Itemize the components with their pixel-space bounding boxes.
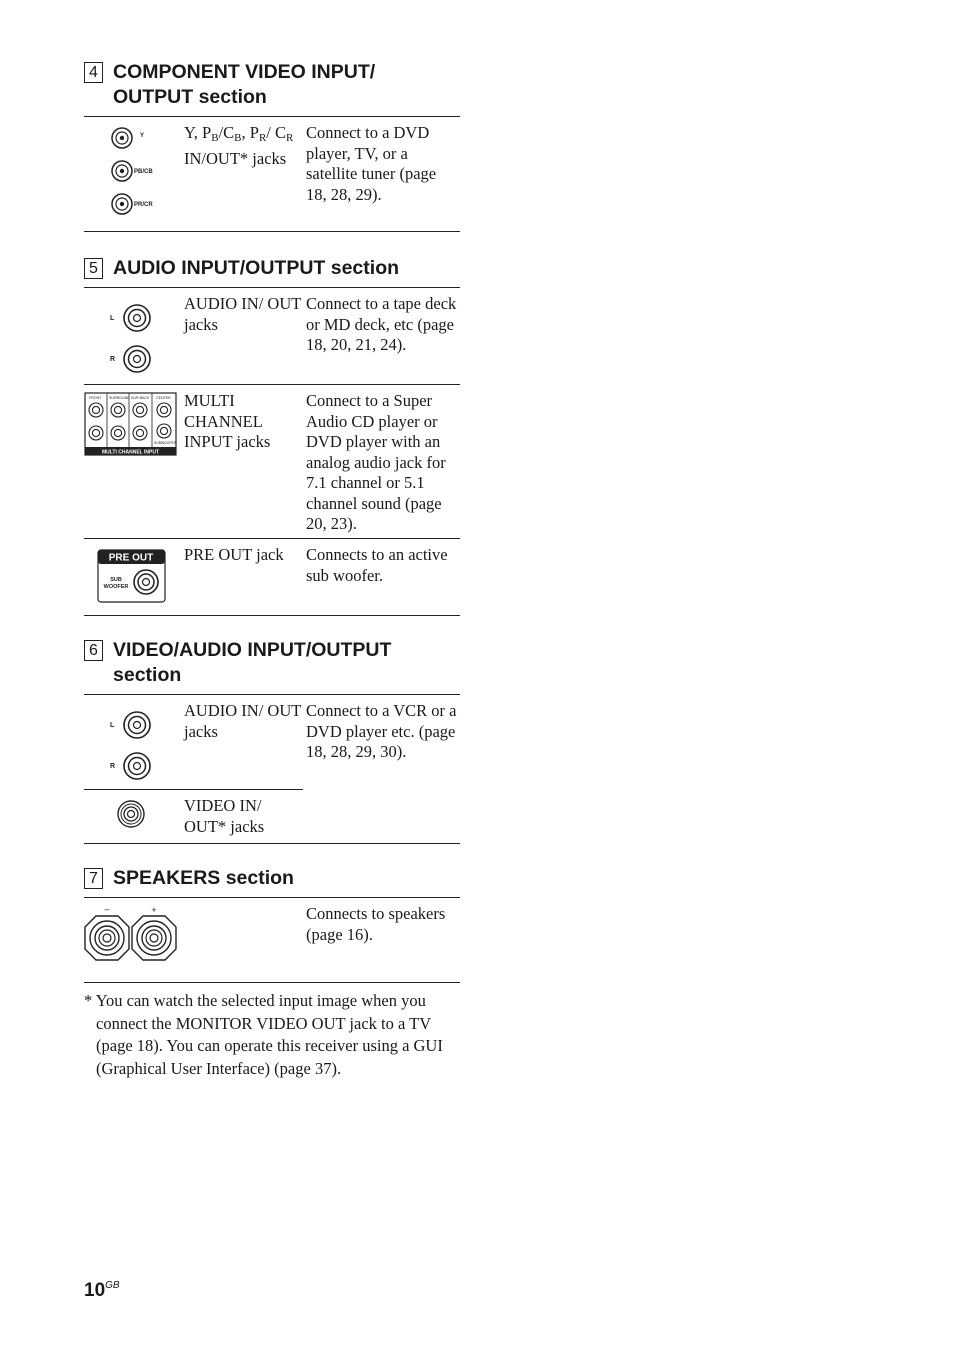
video-in-out-description (306, 790, 460, 843)
footnote: * You can watch the selected input image when you connect the MONITOR VIDEO OUT jack to a TV (page 18). You can operate this receiver using a GUI (Graphical User Interface) (page 37). (84, 991, 443, 1078)
section-6-heading (84, 636, 460, 694)
speakers-description: Connects to speakers (page 16). (306, 904, 446, 944)
plus-terminal-label: + (151, 905, 157, 915)
video-in-out-name: VIDEO IN/ OUT* jacks (184, 796, 265, 836)
section-4-title: COMPONENT VIDEO INPUT/ OUTPUT section (113, 61, 376, 108)
video-audio-in-out-name: AUDIO IN/ OUT jacks (184, 701, 302, 741)
video-audio-r-jack-icon (124, 753, 150, 779)
surround-label: SURROUND (109, 396, 130, 400)
pr-jack-icon (112, 194, 132, 214)
section-6-title: VIDEO/AUDIO INPUT/OUTPUT section (113, 639, 392, 686)
section-5-number: 5 (84, 258, 103, 279)
multi-channel-input-label: MULTI CHANNEL INPUT (101, 449, 160, 456)
component-jack-description: Connect to a DVD player, TV, or a satellite tuner (page 18, 28, 29). (306, 123, 437, 204)
video-in-out-row (84, 790, 460, 844)
minus-terminal-icon (85, 916, 129, 960)
video-audio-in-out-row (84, 694, 460, 790)
page-number (84, 1280, 120, 1302)
section-4-number: 4 (84, 62, 103, 83)
pre-out-name: PRE OUT jack (184, 545, 284, 564)
multi-channel-row (84, 385, 460, 539)
audio-in-out-description: Connect to a tape deck or MD deck, etc (page 18, 20, 21, 24). (306, 294, 457, 354)
section-5-heading (84, 254, 460, 287)
component-video-row (84, 116, 460, 232)
video-audio-r-label: R (110, 763, 116, 770)
y-jack-label: Y (140, 133, 145, 139)
sur-back-label: SUR BACK (131, 396, 150, 400)
multi-channel-panel-illustration (84, 385, 184, 538)
pb-jack-label: PB/CB (134, 169, 153, 175)
video-jack-icon (118, 801, 144, 827)
section-7-number: 7 (84, 868, 103, 889)
component-jacks-illustration (84, 117, 184, 231)
speaker-terminals-illustration (84, 898, 184, 982)
section-7-title: SPEAKERS section (113, 867, 294, 889)
manual-column (84, 58, 460, 1080)
front-label: FRONT (89, 396, 102, 400)
pb-jack-icon (112, 161, 132, 181)
page-number-value: 10 (84, 1280, 106, 1301)
audio-l-jack-icon (124, 305, 150, 331)
video-audio-in-out-description: Connect to a VCR or a DVD player etc. (page 18, 28, 29, 30). (306, 701, 457, 761)
pr-jack-label: PR/CR (134, 202, 153, 208)
y-jack-icon (112, 128, 132, 148)
audio-in-out-name: AUDIO IN/ OUT jacks (184, 294, 302, 334)
subwoofer-label: SUBWOOFER (154, 441, 177, 445)
minus-terminal-label: – (104, 904, 110, 914)
multi-channel-name: MULTI CHANNEL INPUT jacks (184, 391, 271, 451)
section-6-number: 6 (84, 640, 103, 661)
video-audio-l-jack-icon (124, 712, 150, 738)
multi-channel-description: Connect to a Super Audio CD player or DVD player with an analog audio jack for 7.1 channel or 5.1 channel sound (page 20, 23). (306, 391, 446, 533)
audio-l-label: L (110, 315, 115, 322)
speakers-name (184, 898, 306, 982)
component-jack-name: Y, $P_B/C_B$, $P_R/$ $C_R$ IN/OUT* jacks (184, 123, 294, 168)
audio-in-out-row (84, 287, 460, 385)
pre-out-jack-icon (134, 570, 158, 594)
center-label: CENTER (156, 396, 171, 400)
sub-label: SUB (110, 577, 122, 583)
pre-out-label: PRE OUT (108, 552, 154, 564)
audio-r-jack-icon (124, 346, 150, 372)
plus-terminal-icon (132, 916, 176, 960)
woofer-label: WOOFER (103, 584, 129, 590)
video-audio-l-label: L (110, 722, 115, 729)
pre-out-description: Connects to an active sub woofer. (306, 545, 448, 585)
audio-lr-jacks-illustration (84, 288, 184, 384)
audio-r-label: R (110, 356, 116, 363)
speakers-row (84, 897, 460, 983)
pre-out-panel-illustration (84, 539, 184, 615)
page-number-suffix: GB (105, 1280, 120, 1291)
section-4-heading (84, 58, 460, 116)
pre-out-row (84, 539, 460, 616)
video-jack-illustration (84, 790, 184, 843)
section-5-title: AUDIO INPUT/OUTPUT section (113, 257, 400, 279)
section-7-heading (84, 864, 460, 897)
video-audio-lr-jacks-illustration (84, 695, 184, 790)
